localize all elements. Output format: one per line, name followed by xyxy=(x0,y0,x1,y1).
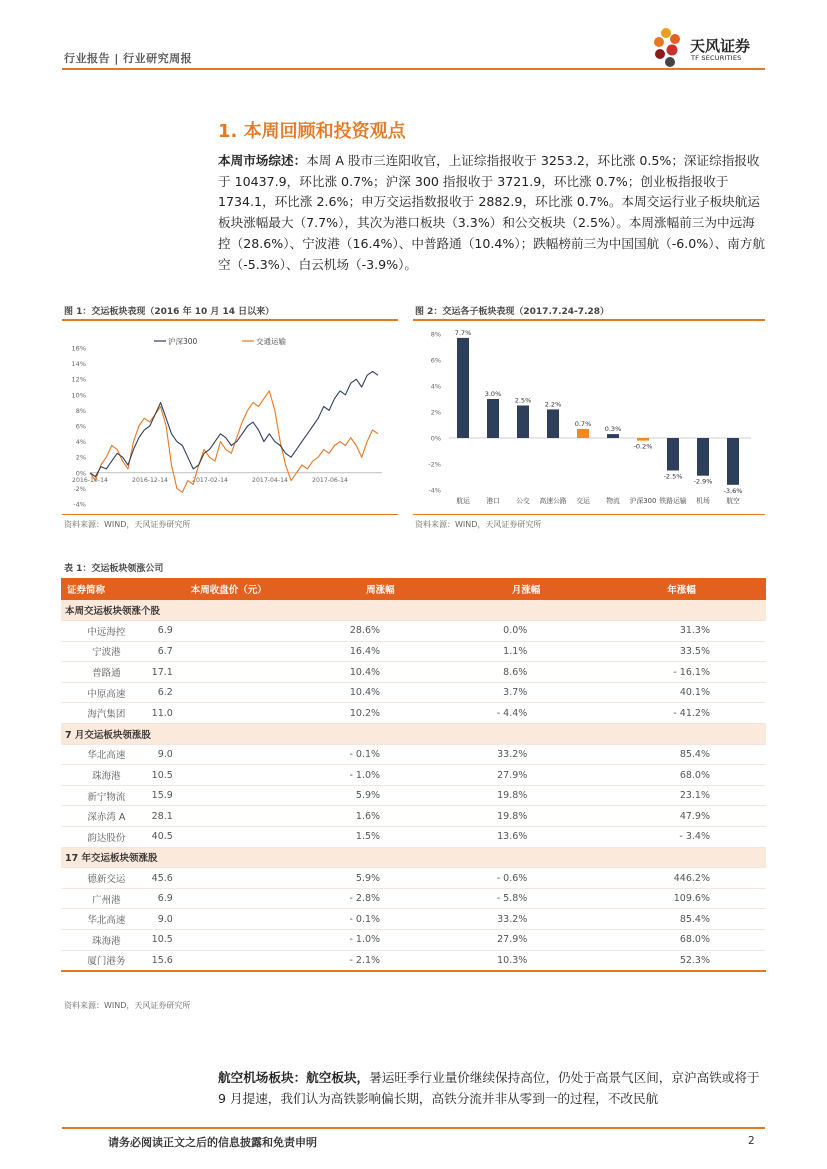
bar-value-label: 3.0% xyxy=(484,390,502,398)
table-caption: 表 1：交运板块领涨公司 xyxy=(64,564,164,574)
table-row xyxy=(61,765,766,786)
y-tick-label: 0% xyxy=(75,469,86,478)
bar-value-label: -2.5% xyxy=(663,472,683,481)
bar-value-label: 2.2% xyxy=(544,400,562,409)
cell-close-price: 40.5 xyxy=(152,827,306,848)
bar xyxy=(667,438,679,471)
table-source: 资料来源：WIND，天风证券研究所 xyxy=(64,1001,191,1010)
cell-weekly-change: 1.5% xyxy=(306,827,455,848)
table-row xyxy=(61,868,766,889)
cell-close-price: 6.7 xyxy=(152,641,306,662)
bar-value-label: -2.9% xyxy=(693,477,713,486)
cell-close-price: 45.6 xyxy=(152,868,306,889)
table-row xyxy=(61,785,766,806)
cell-weekly-change: 5.9% xyxy=(306,868,455,889)
table-row xyxy=(61,806,766,827)
category-label: 港口 xyxy=(486,497,500,505)
cell-yearly-change: - 16.1% xyxy=(597,662,766,683)
y-tick-label: 14% xyxy=(71,360,86,369)
y-tick-label: 2% xyxy=(430,408,441,417)
cell-monthly-change: - 0.6% xyxy=(455,868,597,889)
cell-yearly-change: 68.0% xyxy=(597,765,766,786)
category-label: 航空 xyxy=(726,497,740,505)
category-label: 沪深300 xyxy=(629,497,657,505)
x-tick-label: 2017-06-14 xyxy=(312,476,348,484)
cell-stock-name: 华北高速 xyxy=(61,909,152,930)
cell-yearly-change: 85.4% xyxy=(597,909,766,930)
bar-value-label: 0.7% xyxy=(574,419,592,428)
market-summary-paragraph xyxy=(218,151,766,275)
cell-stock-name: 宁波港 xyxy=(61,641,152,662)
cell-weekly-change: - 2.1% xyxy=(306,950,455,971)
cell-stock-name: 厦门港务 xyxy=(61,950,152,971)
table-row xyxy=(61,888,766,909)
y-tick-label: 4% xyxy=(75,438,86,447)
figure2-source: 资料来源：WIND，天风证券研究所 xyxy=(415,520,542,529)
cell-weekly-change: 1.6% xyxy=(306,806,455,827)
aviation-paragraph xyxy=(218,1068,766,1109)
paragraph-label: 航空机场板块：航空板块， xyxy=(218,1070,370,1085)
logo-mark-icon xyxy=(650,26,690,70)
table-row xyxy=(61,930,766,951)
leading-stocks-table xyxy=(61,578,766,972)
cell-close-price: 6.9 xyxy=(152,888,306,909)
figure1-bottom-rule xyxy=(62,514,398,515)
cell-stock-name: 新宁物流 xyxy=(61,785,152,806)
cell-weekly-change: 5.9% xyxy=(306,785,455,806)
cell-monthly-change: 3.7% xyxy=(455,682,597,703)
y-tick-label: 10% xyxy=(71,391,86,400)
cell-yearly-change: 40.1% xyxy=(597,682,766,703)
cell-monthly-change: 13.6% xyxy=(455,827,597,848)
paragraph-label: 本周市场综述： xyxy=(218,153,307,168)
cell-weekly-change: - 0.1% xyxy=(306,909,455,930)
y-tick-label: -4% xyxy=(73,500,86,509)
cell-close-price: 9.0 xyxy=(152,909,306,930)
cell-close-price: 9.0 xyxy=(152,744,306,765)
cell-stock-name: 德新交运 xyxy=(61,868,152,889)
cell-monthly-change: 0.0% xyxy=(455,621,597,642)
bar-value-label: 7.7% xyxy=(454,328,472,337)
cell-close-price: 28.1 xyxy=(152,806,306,827)
page-number: 2 xyxy=(748,1135,755,1147)
brand-name: 天风证券 xyxy=(690,37,751,55)
col-header: 年涨幅 xyxy=(597,578,766,600)
sector-performance-line-chart xyxy=(64,324,396,514)
cell-stock-name: 华北高速 xyxy=(61,744,152,765)
y-tick-label: 2% xyxy=(75,453,86,462)
cell-close-price: 17.1 xyxy=(152,662,306,683)
cell-monthly-change: 1.1% xyxy=(455,641,597,662)
cell-close-price: 11.0 xyxy=(152,703,306,724)
cell-monthly-change: 19.8% xyxy=(455,785,597,806)
cell-yearly-change: 33.5% xyxy=(597,641,766,662)
cell-stock-name: 深赤湾 A xyxy=(61,806,152,827)
y-tick-label: 8% xyxy=(75,406,86,415)
table-row xyxy=(61,662,766,683)
cell-monthly-change: - 5.8% xyxy=(455,888,597,909)
cell-weekly-change: 28.6% xyxy=(306,621,455,642)
bar-value-label: 0.3% xyxy=(604,425,622,434)
y-tick-label: 8% xyxy=(430,330,441,339)
table-row xyxy=(61,703,766,724)
y-tick-label: 6% xyxy=(75,422,86,431)
bar xyxy=(637,438,649,441)
brand-name-en: TF SECURITIES xyxy=(691,54,742,62)
category-label: 公交 xyxy=(516,497,530,505)
bar xyxy=(577,429,589,438)
cell-weekly-change: - 1.0% xyxy=(306,765,455,786)
table-row xyxy=(61,621,766,642)
brand-logo xyxy=(650,26,770,70)
bar xyxy=(517,406,529,439)
section-title: 1. 本周回顾和投资观点 xyxy=(218,121,406,142)
table-row xyxy=(61,827,766,848)
cell-weekly-change: 16.4% xyxy=(306,641,455,662)
cell-weekly-change: - 2.8% xyxy=(306,888,455,909)
cell-monthly-change: 19.8% xyxy=(455,806,597,827)
figure1-source: 资料来源：WIND，天风证券研究所 xyxy=(64,520,191,529)
cell-close-price: 15.9 xyxy=(152,785,306,806)
breadcrumb: 行业报告 | 行业研究周报 xyxy=(64,52,193,65)
legend-label: 交通运输 xyxy=(256,337,286,346)
cell-yearly-change: - 41.2% xyxy=(597,703,766,724)
bar xyxy=(727,438,739,485)
x-tick-label: 2017-04-14 xyxy=(252,476,288,484)
table-row xyxy=(61,744,766,765)
cell-yearly-change: - 3.4% xyxy=(597,827,766,848)
table-row xyxy=(61,682,766,703)
cell-stock-name: 珠海港 xyxy=(61,930,152,951)
category-label: 交运 xyxy=(576,497,590,505)
figure1-caption: 图 1：交运板块表现（2016 年 10 月 14 日以来） xyxy=(64,307,275,317)
col-header: 证券简称 xyxy=(61,578,152,600)
cell-close-price: 10.5 xyxy=(152,765,306,786)
y-tick-label: 4% xyxy=(430,382,441,391)
cell-yearly-change: 109.6% xyxy=(597,888,766,909)
cell-monthly-change: - 4.4% xyxy=(455,703,597,724)
bar-value-label: -0.2% xyxy=(633,442,653,451)
cell-monthly-change: 33.2% xyxy=(455,909,597,930)
category-label: 高速公路 xyxy=(539,497,567,505)
paragraph-text: 暑运旺季行业量价继续保持高位，仍处于高景气区间，京沪高铁或将于 9 月提速，我们认为高铁影响偏长期，高铁分流并非从零到一的过程，不改民航 xyxy=(218,1070,760,1106)
bar-value-label: 2.5% xyxy=(514,396,532,405)
cell-yearly-change: 47.9% xyxy=(597,806,766,827)
figure2-caption: 图 2：交运各子板块表现（2017.7.24-7.28） xyxy=(415,307,610,317)
cell-close-price: 10.5 xyxy=(152,930,306,951)
series-line xyxy=(90,371,378,476)
y-tick-label: 6% xyxy=(430,356,441,365)
table-row xyxy=(61,909,766,930)
table-row xyxy=(61,641,766,662)
cell-stock-name: 普路通 xyxy=(61,662,152,683)
group-title: 17 年交运板块领涨股 xyxy=(61,847,766,868)
table-group-row xyxy=(61,600,766,621)
bar xyxy=(487,399,499,438)
category-label: 物流 xyxy=(606,497,620,505)
cell-stock-name: 韵达股份 xyxy=(61,827,152,848)
table-row xyxy=(61,950,766,971)
y-tick-label: -2% xyxy=(428,460,441,469)
cell-yearly-change: 68.0% xyxy=(597,930,766,951)
cell-yearly-change: 31.3% xyxy=(597,621,766,642)
cell-weekly-change: 10.2% xyxy=(306,703,455,724)
bar xyxy=(607,434,619,438)
figure2-rule xyxy=(413,319,765,321)
disclaimer: 请务必阅读正文之后的信息披露和免责申明 xyxy=(108,1136,317,1149)
cell-weekly-change: - 1.0% xyxy=(306,930,455,951)
cell-yearly-change: 52.3% xyxy=(597,950,766,971)
cell-close-price: 15.6 xyxy=(152,950,306,971)
cell-stock-name: 中远海控 xyxy=(61,621,152,642)
cell-yearly-change: 446.2% xyxy=(597,868,766,889)
cell-monthly-change: 8.6% xyxy=(455,662,597,683)
cell-yearly-change: 23.1% xyxy=(597,785,766,806)
group-title: 本周交运板块领涨个股 xyxy=(61,600,766,621)
bar-value-label: -3.6% xyxy=(723,486,743,495)
subsector-bar-chart xyxy=(415,324,763,514)
group-title: 7 月交运板块领涨股 xyxy=(61,724,766,745)
y-tick-label: -4% xyxy=(428,486,441,495)
cell-close-price: 6.9 xyxy=(152,621,306,642)
cell-weekly-change: - 0.1% xyxy=(306,744,455,765)
category-label: 铁路运输 xyxy=(659,497,687,505)
y-tick-label: 0% xyxy=(430,434,441,443)
footer-rule xyxy=(62,1127,765,1129)
table-header-row xyxy=(61,578,766,600)
cell-stock-name: 中原高速 xyxy=(61,682,152,703)
legend-label: 沪深300 xyxy=(168,337,198,346)
figure1-rule xyxy=(62,319,398,321)
cell-stock-name: 广州港 xyxy=(61,888,152,909)
cell-weekly-change: 10.4% xyxy=(306,682,455,703)
y-tick-label: -2% xyxy=(73,484,86,493)
cell-monthly-change: 27.9% xyxy=(455,930,597,951)
bar xyxy=(547,409,559,438)
cell-weekly-change: 10.4% xyxy=(306,662,455,683)
bar xyxy=(697,438,709,476)
table-group-row xyxy=(61,724,766,745)
cell-monthly-change: 10.3% xyxy=(455,950,597,971)
paragraph-text: 本周 A 股市三连阳收官，上证综指报收于 3253.2，环比涨 0.5%；深证综指报收于 10437.9，环比涨 0.7%；沪深 300 指报收于 3721.9，环比涨 0.7%；创业板指报收于 1734.1，环比涨 2.6%；申万交运指数报收于 2882.9，环比涨 0.7%。本周交运行业子板块航运板块涨幅最大（7.7%），其次为港口板块（3.3%）和公交板块（2.5%）。本周涨幅前三为中远海控（28.6%）、宁波港（16.4%）、中普路通（10.4%）；跌幅榜前三为中国国航（-6.0%）、南方航空（-5.3%）、白云机场（-3.9%）。 xyxy=(218,153,765,272)
cell-close-price: 6.2 xyxy=(152,682,306,703)
col-header: 周涨幅 xyxy=(306,578,455,600)
col-header: 月涨幅 xyxy=(455,578,597,600)
cell-stock-name: 海汽集团 xyxy=(61,703,152,724)
y-tick-label: 16% xyxy=(71,344,86,353)
x-tick-label: 2016-12-14 xyxy=(132,476,168,484)
bar xyxy=(457,338,469,438)
category-label: 机场 xyxy=(696,497,710,505)
figure2-bottom-rule xyxy=(413,514,765,515)
cell-monthly-change: 33.2% xyxy=(455,744,597,765)
category-label: 航运 xyxy=(456,497,470,505)
col-header: 本周收盘价（元） xyxy=(152,578,306,600)
x-tick-label: 2016-10-14 xyxy=(72,476,108,484)
table-group-row xyxy=(61,847,766,868)
cell-stock-name: 珠海港 xyxy=(61,765,152,786)
y-tick-label: 12% xyxy=(71,375,86,384)
x-tick-label: 2017-02-14 xyxy=(192,476,228,484)
cell-yearly-change: 85.4% xyxy=(597,744,766,765)
cell-monthly-change: 27.9% xyxy=(455,765,597,786)
